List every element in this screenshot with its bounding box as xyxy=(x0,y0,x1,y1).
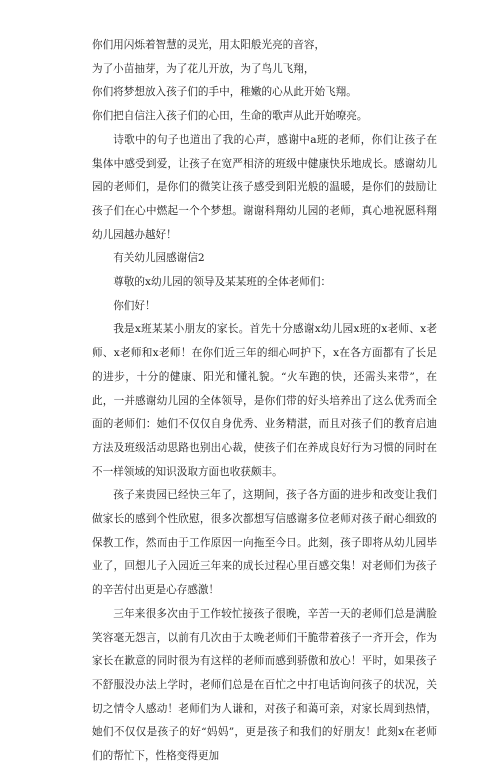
poem-line-2: 为了小苗抽芽，为了花儿开放，为了鸟儿飞翔， xyxy=(92,62,315,75)
poem-line-3: 你们将梦想放入孩子们的手中，稚嫩的心从此开始飞翔。 xyxy=(92,86,357,99)
poem-line-1: 你们用闪烁着智慧的灵光，用太阳般光亮的音容， xyxy=(92,39,326,51)
letter-body xyxy=(92,34,437,769)
paragraph-thanks: 诗歌中的句子也道出了我的心声，感谢中a班的老师，你们让孩子在集体中感受到爱，让孩子在宽严相济的班级中健康快乐地成长。感谢幼儿园的老师们，是你们的微笑让孩子感受到阳光般的温暖，是你们的鼓励让孩子们在心中燃起一个个梦想。谢谢科翔幼儿园的老师，真心地祝愿科翔幼儿园越办越好！ xyxy=(92,133,437,241)
poem-line-4: 你们把自信注入孩子们的心田，生命的歌声从此开始嘹亮。 xyxy=(92,110,368,123)
paragraph-care: 三年来很多次由于工作较忙接孩子很晚，辛苦一天的老师们总是满脸笑容毫无怨言，以前有几次由于太晚老师们干脆带着孩子一齐开会，作为家长在歉意的同时很为有这样的老师而感到骄傲和放心！平时，如果孩子不舒服没办法上学时，老师们总是在百忙之中打电话询问孩子的状况，关切之情令人感动！老师们为人谦和，对孩子和蔼可亲，对家长周到热情，她们不仅仅是孩子的好“妈妈”，更是孩子和我们的好朋友！此刻x在老师们的帮忙下，性格变得更加 xyxy=(92,607,437,763)
paragraph-intro: 我是x班某某小朋友的家长。首先十分感谢x幼儿园x班的x老师、x老师、x老师和x老师！在你们近三年的细心呵护下，x在各方面都有了长足的进步，十分的健康、阳光和懂礼貌。“火车跑的快，还需头来带”，在此，一并感谢幼儿园的全体领导，是你们带的好头培养出了这么优秀而全面的老师们：她们不仅仅自身优秀、业务精湛，而且对孩子们的教育启迪方法及班级活动思路也别出心裁，使孩子们在养成良好行为习惯的同时在不一样领域的知识汲取方面也收获颇丰。 xyxy=(92,323,437,478)
section-heading: 有关幼儿园感谢信2 xyxy=(113,252,205,265)
salutation: 尊敬的x幼儿园的领导及某某班的全体老师们： xyxy=(113,276,332,289)
paragraph-progress: 孩子来贵园已经快三年了，这期间，孩子各方面的进步和改变让我们做家长的感到个性欣慰，很多次都想写信感谢多位老师对孩子耐心细致的保教工作，然而由于工作原因一向拖至今日。此刻，孩子即将从幼儿园毕业了，回想儿子入园近三年来的成长过程心里百感交集！对老师们为孩子的辛苦付出更是心存感激！ xyxy=(92,489,437,597)
greeting: 你们好！ xyxy=(113,299,156,312)
